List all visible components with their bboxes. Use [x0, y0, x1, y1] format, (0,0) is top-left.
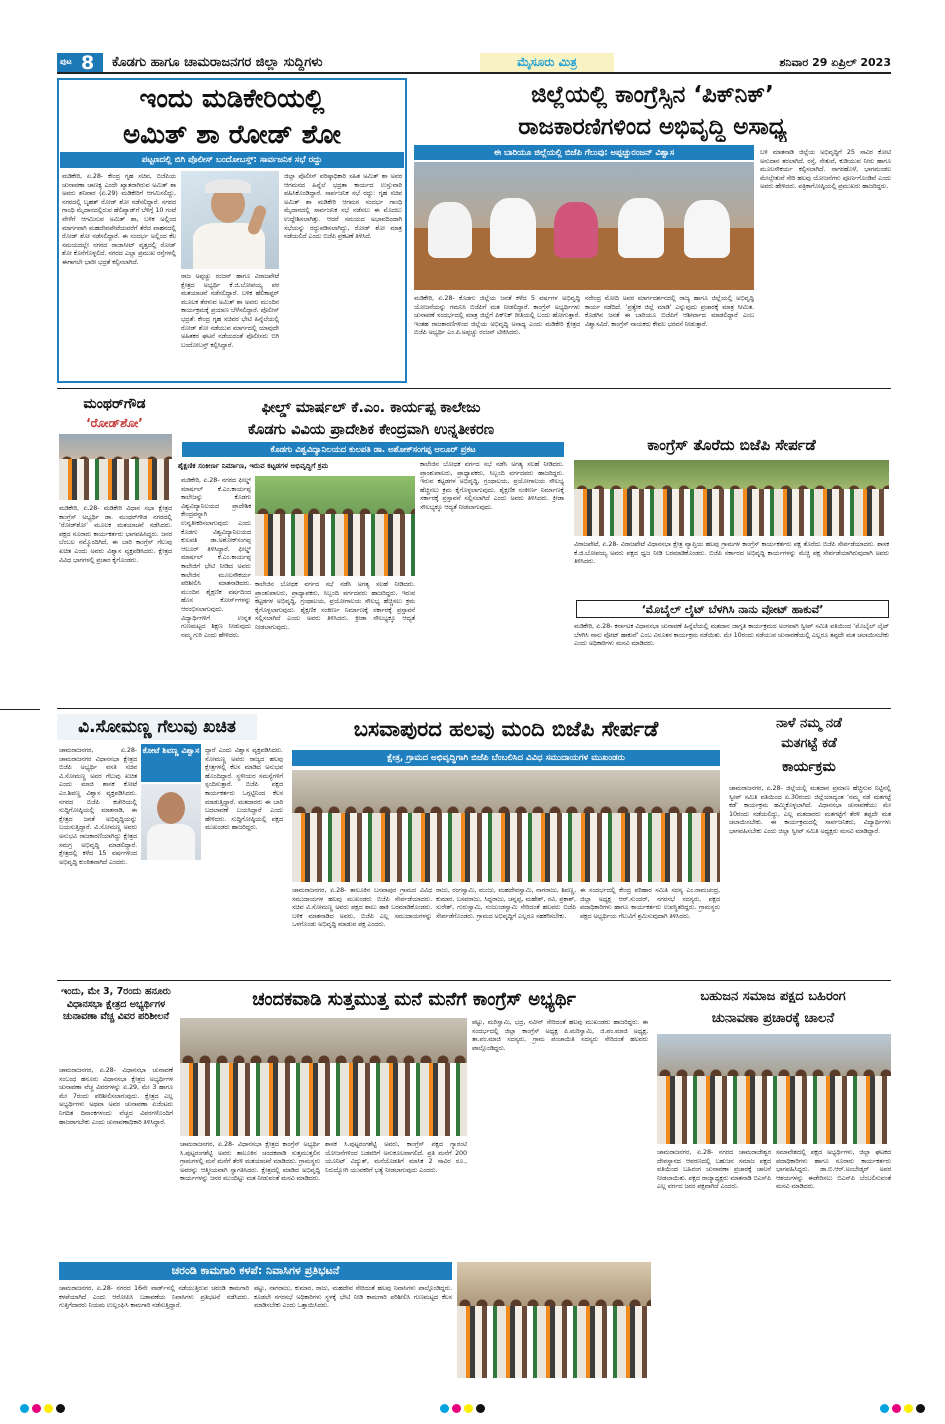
- cherandi-headline: ಚರಂಡಿ ಕಾಮಗಾರಿ ಕಳಪೆ: ನಿವಾಸಿಗಳ ಪ್ರತಿಭಟನೆ: [59, 1262, 452, 1280]
- registration-dot: [56, 1404, 65, 1413]
- registration-dot: [916, 1404, 925, 1413]
- college-col-1: ಮಡಿಕೇರಿ, ಏ.28- ನಗರದ ಫೀಲ್ಡ್ ಮಾರ್ಷಲ್ ಕೆ.ಎಂ.ಕಾರ್ಯಪ್ಪ ಕಾಲೇಜನ್ನು ಕೊಡಗು ವಿಶ್ವವಿದ್ಯಾನಿಲಯದ ಪ್ರಾದೇಶಿಕ ಕೇಂದ್ರವನ್ನಾಗಿ ಉನ್ನತೀಕರಿಸಲಾಗುವುದು ಎಂದು ಕೊಡಗು ವಿಶ್ವವಿದ್ಯಾನಿಲಯದ ಕುಲಪತಿ ಡಾ.ಅಶೋಕ್‌ಸಂಗಪ್ಪ ಆಲೂರ್ ತಿಳಿಸಿದ್ದಾರೆ. ಫೀಲ್ಡ್ ಮಾರ್ಷಲ್ ಕೆ.ಎಂ.ಕಾರ್ಯಪ್ಪ ಕಾಲೇಜಿಗೆ ಭೇಟಿ ನೀಡಿದ ಅವರು ಕಾಲೇಜಿನ ಮೂಲಸೌಕರ್ಯ ಪರಿಶೀಲಿಸಿ ಮಾತನಾಡಿದರು. ಮುಂದಿನ ಶೈಕ್ಷಣಿಕ ವರ್ಷದಿಂದ ಹೊಸ ಕೋರ್ಸ್‌ಗಳನ್ನು ಆರಂಭಿಸಲಾಗುವುದು. ವಿದ್ಯಾರ್ಥಿಗಳಿಗೆ ಉನ್ನತ ಗುಣಮಟ್ಟದ ಶಿಕ್ಷಣ ನೀಡುವುದು ನಮ್ಮ ಗುರಿ ಎಂದು ಹೇಳಿದರು.: [181, 476, 251, 639]
- chandakavadi-col-1: ಚಾಮರಾಜನಗರ, ಏ.28- ವಿಧಾನಸಭಾ ಕ್ಷೇತ್ರದ ಕಾಂಗ್ರೆಸ್ ಅಭ್ಯರ್ಥಿ ಸಿ.ಪುಟ್ಟರಂಗಶೆಟ್ಟಿ ಅವರು ತಾಲೂಕಿನ ಚಂದಕವಾಡಿ ಸುತ್ತಮುತ್ತಲಿನ ಗ್ರಾಮಗಳಲ್ಲಿ ಮನೆ ಮನೆಗೆ ತೆರಳಿ ಮತಯಾಚನೆ ಮಾಡಿದರು. ಗ್ರಾಮಸ್ಥರು ಅವರನ್ನು ಆತ್ಮೀಯವಾಗಿ ಸ್ವಾಗತಿಸಿದರು. ಕ್ಷೇತ್ರದಲ್ಲಿ ಮಾಡಿದ ಅಭಿವೃದ್ಧಿ ಕಾರ್ಯಗಳನ್ನು ಜನರ ಮುಂದಿಟ್ಟು ಮತ ನೀಡುವಂತೆ ಮನವಿ ಮಾಡಿದರು.: [180, 1140, 320, 1183]
- cong-bjp-headline: ಕಾಂಗ್ರೆಸ್ ತೊರೆದು ಬಿಜೆಪಿ ಸೇರ್ಪಡೆ: [647, 436, 816, 454]
- registration-dot: [32, 1404, 41, 1413]
- somanna-headline: ವಿ.ಸೋಮಣ್ಣ ಗೆಲುವು ಖಚಿತ: [57, 714, 257, 740]
- basavapura-col-1: ಚಾಮರಾಜನಗರ, ಏ.28- ತಾಲೂಕಿನ ಬಸವಾಪುರ ಗ್ರಾಮದ ವಿವಿಧ ಸಮುದಾಯಗಳ ಹಲವು ಮುಖಂಡರು ಬಿಜೆಪಿ ಸೇರ್ಪಡೆಯಾದರು. ಸಚಿವ ವಿ.ಸೋಮಣ್ಣ ಅವರು ಪಕ್ಷದ ಶಾಲು ಹಾಕಿ ಬರಮಾಡಿಕೊಂಡರು. ಬಳಿಕ ಮಾತನಾಡಿದ ಅವರು, ಬಿಜೆಪಿ ಎಲ್ಲ ಸಮುದಾಯಗಳನ್ನು ಒಳಗೊಂಡು ಅಭಿವೃದ್ಧಿ ಮಾಡುವ ಪಕ್ಷ ಎಂದರು.: [292, 886, 432, 929]
- registration-dot: [476, 1404, 485, 1413]
- nale-headline-1: ನಾಳೆ ನಮ್ಮ ನಡೆ: [776, 716, 842, 731]
- manthar-photo: [59, 434, 172, 500]
- paper-brand: ಮೈಸೂರು ಮಿತ್ರ: [480, 53, 614, 72]
- bsp-photo: [657, 1034, 891, 1144]
- nale-body: ಚಾಮರಾಜನಗರ, ಏ.28- ಜಿಲ್ಲೆಯಲ್ಲಿ ಮತದಾನ ಪ್ರಮಾಣ ಹೆಚ್ಚಿಸುವ ನಿಟ್ಟಿನಲ್ಲಿ ಸ್ವೀಪ್ ಸಮಿತಿ ವತಿಯಿಂದ ಏ.30ರಂದು ಜಿಲ್ಲೆಯಾದ್ಯಂತ ‘ನಮ್ಮ ನಡೆ ಮತಗಟ್ಟೆ ಕಡೆ’ ಕಾರ್ಯಕ್ರಮ ಹಮ್ಮಿಕೊಳ್ಳಲಾಗಿದೆ. ವಿಧಾನಸಭಾ ಚುನಾವಣೆಯು ಮೇ 10ರಂದು ನಡೆಯಲಿದ್ದು, ಎಲ್ಲ ಮತದಾರರು ಮತಗಟ್ಟೆಗೆ ತೆರಳಿ ತಪ್ಪದೇ ಮತ ಚಲಾಯಿಸಬೇಕು. ಈ ಕಾರ್ಯಕ್ರಮದಲ್ಲಿ ಸಾರ್ವಜನಿಕರು, ವಿದ್ಯಾರ್ಥಿಗಳು ಭಾಗವಹಿಸಬೇಕು ಎಂದು ಜಿಲ್ಲಾ ಸ್ವೀಪ್ ಸಮಿತಿ ಅಧ್ಯಕ್ಷರು ಮನವಿ ಮಾಡಿದ್ದಾರೆ.: [729, 784, 891, 835]
- basavapura-col-3: ಈ ಸಂದರ್ಭದಲ್ಲಿ ಕೇಂದ್ರ ಪರಿಹಾರ ಸಮಿತಿ ಸದಸ್ಯ ಎಂ.ರಾಮಚಂದ್ರ, ಜಿಲ್ಲಾ ಅಧ್ಯಕ್ಷ ಆರ್.ಸುಂದರ್, ನಗರಸಭೆ ಸದಸ್ಯರು, ಪಕ್ಷದ ಪದಾಧಿಕಾರಿಗಳು ಹಾಗೂ ಕಾರ್ಯಕರ್ತರು ಉಪಸ್ಥಿತರಿದ್ದರು. ಗ್ರಾಮಸ್ಥರು ಪಕ್ಷದ ಅಭ್ಯರ್ಥಿಯ ಗೆಲುವಿಗೆ ಶ್ರಮಿಸುವುದಾಗಿ ತಿಳಿಸಿದರು.: [580, 886, 720, 920]
- college-col-2: ಕಾಲೇಜಿನ ಬೋಧಕ ವರ್ಗದ ಸಭೆ ನಡೆಸಿ ಅಗತ್ಯ ಸಲಹೆ ನೀಡಿದರು. ಪ್ರಾಂಶುಪಾಲರು, ಪ್ರಾಧ್ಯಾಪಕರು, ಸಿಬ್ಬಂದಿ ವರ್ಗದವರು ಹಾಜರಿದ್ದರು. ಇರುವ ಕಟ್ಟಡಗಳ ಅಭಿವೃದ್ಧಿ, ಗ್ರಂಥಾಲಯ, ಪ್ರಯೋಗಾಲಯ ಸೌಲಭ್ಯ ಹೆಚ್ಚಿಸಲು ಕ್ರಮ ಕೈಗೊಳ್ಳಲಾಗುವುದು. ಶೈಕ್ಷಣಿಕ ಸಂಕೀರ್ಣ ನಿರ್ಮಾಣಕ್ಕೆ ಸರ್ಕಾರಕ್ಕೆ ಪ್ರಸ್ತಾವನೆ ಸಲ್ಲಿಸಲಾಗಿದೆ ಎಂದು ಅವರು ತಿಳಿಸಿದರು. ಕ್ರೀಡಾ ಸೌಲಭ್ಯಕ್ಕೂ ಆದ್ಯತೆ ನೀಡಲಾಗುವುದು.: [420, 460, 564, 511]
- basavapura-headline: ಬಸವಾಪುರದ ಹಲವು ಮಂದಿ ಬಿಜೆಪಿ ಸೇರ್ಪಡೆ: [353, 717, 659, 741]
- divider: [57, 708, 891, 709]
- college-col-1b: ಕಾಲೇಜಿನ ಬೋಧಕ ವರ್ಗದ ಸಭೆ ನಡೆಸಿ ಅಗತ್ಯ ಸಲಹೆ ನೀಡಿದರು. ಪ್ರಾಂಶುಪಾಲರು, ಪ್ರಾಧ್ಯಾಪಕರು, ಸಿಬ್ಬಂದಿ ವರ್ಗದವರು ಹಾಜರಿದ್ದರು. ಇರುವ ಕಟ್ಟಡಗಳ ಅಭಿವೃದ್ಧಿ, ಗ್ರಂಥಾಲಯ, ಪ್ರಯೋಗಾಲಯ ಸೌಲಭ್ಯ ಹೆಚ್ಚಿಸಲು ಕ್ರಮ ಕೈಗೊಳ್ಳಲಾಗುವುದು. ಶೈಕ್ಷಣಿಕ ಸಂಕೀರ್ಣ ನಿರ್ಮಾಣಕ್ಕೆ ಸರ್ಕಾರಕ್ಕೆ ಪ್ರಸ್ತಾವನೆ ಸಲ್ಲಿಸಲಾಗಿದೆ ಎಂದು ಅವರು ತಿಳಿಸಿದರು. ಕ್ರೀಡಾ ಸೌಲಭ್ಯಕ್ಕೂ ಆದ್ಯತೆ ನೀಡಲಾಗುವುದು.: [255, 580, 415, 631]
- amit-col-3: ಜಿಲ್ಲಾ ಪೊಲೀಸ್ ವರಿಷ್ಠಾಧಿಕಾರಿ ಸಹಿತ ಅಮಿತ್ ಶಾ ಅವರ ಆಗಮನದ ಹಿನ್ನೆಲೆ ಭದ್ರತಾ ಕಾರ್ಯದ ಉಸ್ತುವಾರಿ ವಹಿಸಿಕೊಂಡಿದ್ದಾರೆ. ಸಾರ್ವಜನಿಕ ಸಭೆ ರದ್ದು: ಗೃಹ ಸಚಿವ ಅಮಿತ್ ಶಾ ಮಡಿಕೇರಿ ಆಗಮನ ಸಂದರ್ಭ ಗಾಂಧಿ ಮೈದಾನದಲ್ಲಿ ಸಾರ್ವಜನಿಕ ಸಭೆ ನಡೆಸಲು ಈ ಮೊದಲು ಉದ್ದೇಶಿಸಲಾಗಿತ್ತು. ಆದರೆ ಸಮಯದ ಅಭಾವದಿಂದಾಗಿ ಸಭೆಯನ್ನು ರದ್ದುಪಡಿಸಲಾಗಿದ್ದು, ರೋಡ್ ಶೋ ಮಾತ್ರ ನಡೆಯಲಿದೆ ಎಂದು ಬಿಜೆಪಿ ಪ್ರಕಟಣೆ ತಿಳಿಸಿದೆ.: [284, 172, 402, 241]
- picnic-col-1: ಮಡಿಕೇರಿ, ಏ.28- ಕೊಡಗು ಜಿಲ್ಲೆಯ ಜನತೆ ಕಳೆದ 5 ವರ್ಷಗಳ ಅಭಿವೃದ್ಧಿ ಯೋಜನೆಯನ್ನು ಗಮನಿಸಿ ಬಿಜೆಪಿಗೆ ಮತ ನೀಡಲಿದ್ದಾರೆ. ಕಾಂಗ್ರೆಸ್ ಅಭ್ಯರ್ಥಿಗಳು ಚುನಾವಣೆ ಸಂದರ್ಭದಲ್ಲಿ ಮಾತ್ರ ಜಿಲ್ಲೆಗೆ ಪಿಕ್‌ನಿಕ್ ರೀತಿಯಲ್ಲಿ ಬಂದು ಹೋಗುತ್ತಾರೆ. ಇಂತಹ ರಾಜಕಾರಣಿಗಳಿಂದ ಜಿಲ್ಲೆಯ ಅಭಿವೃದ್ಧಿ ಅಸಾಧ್ಯ ಎಂದು ಮಡಿಕೇರಿ ಕ್ಷೇತ್ರದ ಬಿಜೆಪಿ ಅಭ್ಯರ್ಥಿ ಎಂ.ಪಿ.ಅಪ್ಪಚ್ಚು ರಂಜನ್ ಟೀಕಿಸಿದರು.: [414, 294, 580, 337]
- divider: [57, 388, 891, 389]
- basavapura-strap: ಕ್ಷೇತ್ರ, ಗ್ರಾಮದ ಅಭಿವೃದ್ಧಿಗಾಗಿ ಬಿಜೆಪಿ ಬೆಂಬಲಿಸಿದ ವಿವಿಧ ಸಮುದಾಯಗಳ ಮುಖಂಡರು: [292, 750, 720, 766]
- nale-headline-3: ಕಾರ್ಯಕ್ರಮ: [782, 759, 836, 775]
- chandakavadi-col-2: ಶಾಸಕ ಸಿ.ಪುಟ್ಟರಂಗಶೆಟ್ಟಿ ಅವರು, ಕಾಂಗ್ರೆಸ್ ಪಕ್ಷದ ಗ್ಯಾರಂಟಿ ಯೋಜನೆಗಳಿಂದ ಬಡವರಿಗೆ ಅನುಕೂಲವಾಗಲಿದೆ. ಪ್ರತಿ ಮನೆಗೆ 200 ಯೂನಿಟ್ ವಿದ್ಯುತ್, ಮನೆಯೊಡತಿಗೆ ಮಾಸಿಕ 2 ಸಾವಿರ ರೂ., ನಿರುದ್ಯೋಗಿ ಯುವಕರಿಗೆ ಭತ್ಯೆ ನೀಡಲಾಗುವುದು ಎಂದರು.: [325, 1140, 467, 1174]
- chandakavadi-photo: [180, 1018, 467, 1136]
- amit-col-1: ಮಡಿಕೇರಿ, ಏ.28- ಕೇಂದ್ರ ಗೃಹ ಸಚಿವ, ಬಿಜೆಪಿಯ ಚುನಾವಣಾ ಚಾಣಕ್ಯ ಎಂದೇ ಖ್ಯಾತರಾಗಿರುವ ಅಮಿತ್ ಶಾ ಅವರು ಶನಿವಾರ (ಏ.29) ಮಡಿಕೇರಿಗೆ ಆಗಮಿಸಲಿದ್ದು, ನಗರದಲ್ಲಿ ಬೃಹತ್ ರೋಡ್ ಶೋ ನಡೆಸಲಿದ್ದಾರೆ. ನಗರದ ಗಾಂಧಿ ಮೈದಾನದಲ್ಲಿರುವ ಹೆಲಿಪ್ಯಾಡ್‌ಗೆ ಬೆಳಿಗ್ಗೆ 10 ಗಂಟೆ ವೇಳೆಗೆ ಆಗಮಿಸುವ ಅಮಿತ್ ಶಾ, ಬಳಿಕ ಅಲ್ಲಿಂದ ಮಾರ್ಗವಾಗಿ ಮಹದೇವಪೇಟೆಯವರೆಗೆ ತೆರೆದ ವಾಹನದಲ್ಲಿ ರೋಡ್ ಶೋ ನಡೆಸಲಿದ್ದಾರೆ. ಈ ಸಂದರ್ಭ ಅಲ್ಲಿಂದ ಕೆಲ ಸಮಯದಲ್ಲೇ ನಗರದ ರಾಜಾಸೀಟ್ ವೃತ್ತದಲ್ಲಿ ರೋಡ್ ಶೋ ಕೊನೆಗೊಳ್ಳಲಿದೆ. ನಗರದ ಎಲ್ಲಾ ಪ್ರಮುಖ ರಸ್ತೆಗಳಲ್ಲಿ ಈಗಾಗಲೇ ಭಾರೀ ಭದ್ರತೆ ಕಲ್ಪಿಸಲಾಗಿದೆ.: [62, 172, 176, 266]
- cherandi-col-2: ಪಟ್ಟು, ನಾಗರಾಜು, ಕುಮಾರ, ರಾಜು, ಮಹದೇವ ಸೇರಿದಂತೆ ಹಲವು ನಿವಾಸಿಗಳು ಪಾಲ್ಗೊಂಡಿದ್ದರು. ಕೂಡಲೇ ನಗರಸಭೆ ಅಧಿಕಾರಿಗಳು ಸ್ಥಳಕ್ಕೆ ಭೇಟಿ ನೀಡಿ ಕಾಮಗಾರಿ ಪರಿಶೀಲಿಸಿ ಗುಣಮಟ್ಟದ ಕೆಲಸ ಮಾಡಿಸಬೇಕು ಎಂದು ಒತ್ತಾಯಿಸಿದರು.: [254, 1284, 452, 1310]
- college-kicker: ಶೈಕ್ಷಣಿಕ ಸಂಕೀರ್ಣ ನಿರ್ಮಾಣ, ಇರುವ ಕಟ್ಟಡಗಳ ಅಭಿವೃದ್ಧಿಗೆ ಕ್ರಮ: [178, 461, 329, 470]
- picnic-strap: ಈ ಬಾರಿಯೂ ಜಿಲ್ಲೆಯಲ್ಲಿ ಬಿಜೆಪಿ ಗೆಲುವು: ಅಪ್ಪಚ್ಚುರಂಜನ್ ವಿಶ್ವಾಸ: [414, 145, 754, 160]
- bsp-headline-2: ಚುನಾವಣಾ ಪ್ರಚಾರಕ್ಕೆ ಚಾಲನೆ: [711, 1011, 835, 1026]
- amit-col-2: ರಾಜ ಅಪ್ಪಚ್ಚು ರಂಜನ್ ಹಾಗೂ ವಿರಾಜಪೇಟೆ ಕ್ಷೇತ್ರದ ಅಭ್ಯರ್ಥಿ ಕೆ.ಜಿ.ಬೋಪಯ್ಯ ಪರ ಮತಯಾಚನೆ ನಡೆಸಲಿದ್ದಾರೆ. ಬಳಿಕ ಹೆಲಿಕಾಪ್ಟರ್ ಮೂಲಕ ತೆರಳುವ ಅಮಿತ್ ಶಾ ಅವರು ಮುಂದಿನ ಕಾರ್ಯಕ್ರಮಕ್ಕೆ ಪ್ರಯಾಣ ಬೆಳೆಸಲಿದ್ದಾರೆ. ಪೊಲೀಸ್ ಭದ್ರತೆ: ಕೇಂದ್ರ ಗೃಹ ಸಚಿವರ ಭೇಟಿ ಹಿನ್ನೆಲೆಯಲ್ಲಿ ರೋಡ್ ಶೋ ನಡೆಯುವ ಮಾರ್ಗದಲ್ಲಿ ಯಾವುದೇ ಅಹಿತಕರ ಘಟನೆ ನಡೆಯದಂತೆ ಪೊಲೀಸರು ಬಿಗಿ ಬಂದೋಬಸ್ತ್ ಕಲ್ಪಿಸಿದ್ದಾರೆ.: [181, 272, 279, 349]
- amit-headline-2: ಅಮಿತ್ ಶಾ ರೋಡ್ ಶೋ: [123, 120, 341, 150]
- basavapura-col-2: ರಾಜು, ರಂಗಸ್ವಾಮಿ, ಮಂಜು, ಮಹದೇವಸ್ವಾಮಿ, ನಾಗರಾಜು, ಶಿವಣ್ಣ, ಕುಮಾರ, ಬಸವರಾಜು, ಸಿದ್ದರಾಜು, ಚನ್ನಪ್ಪ, ಮಹೇಶ್, ರವಿ, ಪ್ರಕಾಶ್, ಸುರೇಶ್, ಗುರುಸ್ವಾಮಿ, ನಂಜುಂಡಸ್ವಾಮಿ ಸೇರಿದಂತೆ ಹಲವರು ಬಿಜೆಪಿ ಸೇರ್ಪಡೆಗೊಂಡರು. ಗ್ರಾಮದ ಅಭಿವೃದ್ಧಿಗೆ ಎಲ್ಲರೂ ಸಹಕರಿಸಬೇಕು.: [436, 886, 576, 920]
- margin-mark: [0, 709, 40, 710]
- bsp-col-2: ಸಮಾವೇಶದಲ್ಲಿ ಪಕ್ಷದ ಅಭ್ಯರ್ಥಿಗಳು, ಜಿಲ್ಲಾ ಘಟಕದ ಪದಾಧಿಕಾರಿಗಳು ಹಾಗೂ ನೂರಾರು ಕಾರ್ಯಕರ್ತರು ಭಾಗವಹಿಸಿದ್ದರು. ಡಾ.ಬಿ.ಆರ್.ಅಂಬೇಡ್ಕರ್ ಅವರ ಆಶಯಗಳನ್ನು ಈಡೇರಿಸಲು ಬಿಎಸ್‌ಪಿ ಬೆಂಬಲಿಸುವಂತೆ ಮನವಿ ಮಾಡಿದರು.: [776, 1148, 891, 1191]
- cherandi-col-1: ಚಾಮರಾಜನಗರ, ಏ.28- ನಗರದ 16ನೇ ವಾರ್ಡ್‌ನಲ್ಲಿ ನಡೆಯುತ್ತಿರುವ ಚರಂಡಿ ಕಾಮಗಾರಿ ಕಳಪೆಯಾಗಿದೆ ಎಂದು ಆರೋಪಿಸಿ ಬಡಾವಣೆಯ ನಿವಾಸಿಗಳು ಪ್ರತಿಭಟನೆ ನಡೆಸಿದರು. ಗುತ್ತಿಗೆದಾರರು ನಿಯಮ ಉಲ್ಲಂಘಿಸಿ ಕಾಮಗಾರಿ ನಡೆಸುತ್ತಿದ್ದಾರೆ.: [59, 1284, 249, 1310]
- page-number-box: [57, 53, 103, 72]
- registration-dot: [44, 1404, 53, 1413]
- picnic-headline-1: ಜಿಲ್ಲೆಯಲ್ಲಿ ಕಾಂಗ್ರೆಸ್ಸಿನ ‘ಪಿಕ್‌ನಿಕ್’: [531, 82, 774, 108]
- picnic-col-3: ಬಳಿ ಮಾತನಾಡಿ ಜಿಲ್ಲೆಯ ಅಭಿವೃದ್ಧಿಗೆ 25 ಸಾವಿರ ಕೋಟಿ ಅನುದಾನ ತರಲಾಗಿದೆ. ರಸ್ತೆ, ಸೇತುವೆ, ಕುಡಿಯುವ ನೀರು ಹಾಗೂ ಮೂಲಸೌಕರ್ಯ ಕಲ್ಪಿಸಲಾಗಿದೆ. ನಾಗರಹೊಳೆ, ಭಾಗಮಂಡಲ ಮೇಲ್ಸೇತುವೆ ಸೇರಿ ಹಲವು ಯೋಜನೆಗಳು ಪೂರ್ಣಗೊಂಡಿವೆ ಎಂದು ಅವರು ಹೇಳಿದರು. ಪತ್ರಿಕಾಗೋಷ್ಠಿಯಲ್ಲಿ ಪ್ರಮುಖರು ಹಾಜರಿದ್ದರು.: [760, 148, 891, 191]
- manthar-body: ಮಡಿಕೇರಿ, ಏ.28- ಮಡಿಕೇರಿ ವಿಧಾನ ಸಭಾ ಕ್ಷೇತ್ರದ ಕಾಂಗ್ರೆಸ್ ಅಭ್ಯರ್ಥಿ ಡಾ. ಮಂಥರ್‌ಗೌಡ ನಗರದಲ್ಲಿ ‘ರೋಡ್‌ಶೋ’ ಮೂಲಕ ಮತಯಾಚನೆ ನಡೆಸಿದರು. ಪಕ್ಷದ ನೂರಾರು ಕಾರ್ಯಕರ್ತರು ಭಾಗವಹಿಸಿದ್ದರು. ಜನರ ಬೆಂಬಲ ನಮ್ಮೊಂದಿಗಿದೆ, ಈ ಬಾರಿ ಕಾಂಗ್ರೆಸ್ ಗೆಲುವು ಖಚಿತ ಎಂದು ಅವರು ವಿಶ್ವಾಸ ವ್ಯಕ್ತಪಡಿಸಿದರು. ಕ್ಷೇತ್ರದ ವಿವಿಧ ಭಾಗಗಳಲ್ಲಿ ಪ್ರಚಾರ ಕೈಗೊಂಡರು.: [59, 504, 172, 564]
- registration-dot: [20, 1404, 29, 1413]
- indu-headline: ಇಂದು, ಮೇ 3, 7ರಂದು ಹನೂರು ವಿಧಾನಸಭಾ ಕ್ಷೇತ್ರದ ಅಭ್ಯರ್ಥಿಗಳ ಚುನಾವಣಾ ವೆಚ್ಚ ವಿವರ ಪರಿಶೀಲನೆ: [61, 986, 171, 1023]
- manthar-title: ಮಂಥರ್‌ಗೌಡ: [83, 396, 146, 412]
- shivanna-photo: [141, 784, 201, 860]
- registration-dot: [440, 1404, 449, 1413]
- page-number: 8: [81, 52, 95, 74]
- basavapura-photo: [292, 770, 720, 882]
- college-headline-2: ಕೊಡಗು ವಿವಿಯ ಪ್ರಾದೇಶಿಕ ಕೇಂದ್ರವಾಗಿ ಉನ್ನತೀಕರಣ: [248, 422, 494, 438]
- chandakavadi-col-3: ಪಟ್ಟು, ಮರಿಸ್ವಾಮಿ, ಭದ್ರ, ನವೀನ್ ಸೇರಿದಂತೆ ಹಲವು ಮುಖಂಡರು ಹಾಜರಿದ್ದರು. ಈ ಸಂದರ್ಭದಲ್ಲಿ ಜಿಲ್ಲಾ ಕಾಂಗ್ರೆಸ್ ಅಧ್ಯಕ್ಷ ಪಿ.ಮರಿಸ್ವಾಮಿ, ಜಿ.ಪಂ.ಮಾಜಿ ಅಧ್ಯಕ್ಷ, ತಾ.ಪಂ.ಮಾಜಿ ಸದಸ್ಯರು, ಗ್ರಾಮ ಪಂಚಾಯಿತಿ ಸದಸ್ಯರು ಸೇರಿದಂತೆ ಹಲವರು ಪಾಲ್ಗೊಂಡಿದ್ದರು.: [472, 1018, 648, 1052]
- bsp-headline-1: ಬಹುಜನ ಸಮಾಜ ಪಕ್ಷದ ಬಹಿರಂಗ: [700, 989, 846, 1004]
- college-strap: ಕೊಡಗು ವಿಶ್ವವಿದ್ಯಾನಿಲಯದ ಕುಲಪತಿ ಡಾ. ಅಶೋಕ್‌ಸಂಗಪ್ಪ ಆಲೂರ್ ಪ್ರಕಟ: [182, 442, 564, 457]
- registration-dot: [892, 1404, 901, 1413]
- manthar-sub: ‘ರೋಡ್‌ಶೋ’: [86, 416, 143, 430]
- cherandi-photo: [457, 1262, 651, 1378]
- cong-bjp-photo: [574, 460, 889, 536]
- chandakavadi-headline: ಚಂದಕವಾಡಿ ಸುತ್ತಮುತ್ತ ಮನೆ ಮನೆಗೆ ಕಾಂಗ್ರೆಸ್ ಅಭ್ಯರ್ಥಿ: [252, 989, 576, 1010]
- press-meet-photo: [414, 162, 754, 290]
- somanna-col-1: ಚಾಮರಾಜನಗರ, ಏ.28- ಚಾಮರಾಜನಗರ ವಿಧಾನಸಭಾ ಕ್ಷೇತ್ರದ ಬಿಜೆಪಿ ಅಭ್ಯರ್ಥಿ ವಸತಿ ಸಚಿವ ವಿ.ಸೋಮಣ್ಣ ಅವರ ಗೆಲುವು ಖಚಿತ ಎಂದು ಮಾಜಿ ಶಾಸಕ ಕೋಟೆ ಎಂ.ಶಿವಣ್ಣ ವಿಶ್ವಾಸ ವ್ಯಕ್ತಪಡಿಸಿದರು. ನಗರದ ಬಿಜೆಪಿ ಕಚೇರಿಯಲ್ಲಿ ಸುದ್ದಿಗೋಷ್ಠಿಯಲ್ಲಿ ಮಾತನಾಡಿ, ಈ ಕ್ಷೇತ್ರದ ಜನತೆ ಅಭಿವೃದ್ಧಿಯನ್ನು ಬಯಸುತ್ತಿದ್ದಾರೆ. ವಿ.ಸೋಮಣ್ಣ ಅವರು ಅನುಭವಿ ರಾಜಕಾರಣಿಯಾಗಿದ್ದು ಕ್ಷೇತ್ರದ ಸಮಗ್ರ ಅಭಿವೃದ್ಧಿ ಮಾಡಲಿದ್ದಾರೆ. ಕ್ಷೇತ್ರದಲ್ಲಿ ಕಳೆದ 15 ವರ್ಷಗಳಿಂದ ಅಭಿವೃದ್ಧಿ ಕುಂಠಿತವಾಗಿದೆ ಎಂದರು.: [59, 746, 137, 866]
- college-photo: [255, 476, 415, 576]
- bsp-col-1: ಚಾಮರಾಜನಗರ, ಏ.28- ನಗರದ ಚಾಮರಾಜೇಶ್ವರ ದೇವಸ್ಥಾನದ ಆವರಣದಲ್ಲಿ ಬಹುಜನ ಸಮಾಜ ಪಕ್ಷದ ವತಿಯಿಂದ ಬಹಿರಂಗ ಚುನಾವಣಾ ಪ್ರಚಾರಕ್ಕೆ ಚಾಲನೆ ನೀಡಲಾಯಿತು. ಪಕ್ಷದ ರಾಜ್ಯಾಧ್ಯಕ್ಷರು ಮಾತನಾಡಿ ಬಿಎಸ್‌ಪಿ ಎಲ್ಲ ವರ್ಗದ ಜನರ ಪಕ್ಷವಾಗಿದೆ ಎಂದರು.: [657, 1148, 771, 1191]
- registration-dot: [880, 1404, 889, 1413]
- somanna-col-2: ದ್ದಾರೆ ಎಂದು ವಿಶ್ವಾಸ ವ್ಯಕ್ತಪಡಿಸಿದರು. ಸೋಮಣ್ಣ ಅವರು ರಾಜ್ಯದ ಹಲವು ಕ್ಷೇತ್ರಗಳಲ್ಲಿ ಕೆಲಸ ಮಾಡಿದ ಅನುಭವ ಹೊಂದಿದ್ದಾರೆ. ಸ್ಥಳೀಯರ ಸಮಸ್ಯೆಗಳಿಗೆ ಸ್ಪಂದಿಸುತ್ತಾರೆ. ಬಿಜೆಪಿ ಪಕ್ಷದ ಕಾರ್ಯಕರ್ತರು ಒಗ್ಗಟ್ಟಿನಿಂದ ಕೆಲಸ ಮಾಡುತ್ತಿದ್ದಾರೆ. ಮತದಾರರು ಈ ಬಾರಿ ಬದಲಾವಣೆ ಬಯಸಿದ್ದಾರೆ ಎಂದು ಹೇಳಿದರು. ಸುದ್ದಿಗೋಷ್ಠಿಯಲ್ಲಿ ಪಕ್ಷದ ಮುಖಂಡರು ಹಾಜರಿದ್ದರು.: [205, 746, 283, 832]
- nale-headline-2: ಮತಗಟ್ಟೆ ಕಡೆ: [781, 736, 837, 751]
- divider: [57, 980, 891, 981]
- college-headline-1: ಫೀಲ್ಡ್ ಮಾರ್ಷಲ್ ಕೆ.ಎಂ. ಕಾರ್ಯಪ್ಪ ಕಾಲೇಜು: [261, 400, 481, 416]
- cong-bjp-body: ವಿರಾಜಪೇಟೆ, ಏ.28- ವಿರಾಜಪೇಟೆ ವಿಧಾನಸಭಾ ಕ್ಷೇತ್ರ ವ್ಯಾಪ್ತಿಯ ಹಲವು ಗ್ರಾಮಗಳ ಕಾಂಗ್ರೆಸ್ ಕಾರ್ಯಕರ್ತರು ಪಕ್ಷ ತೊರೆದು ಬಿಜೆಪಿ ಸೇರ್ಪಡೆಯಾದರು. ಶಾಸಕ ಕೆ.ಜಿ.ಬೋಪಯ್ಯ ಅವರು ಪಕ್ಷದ ಧ್ವಜ ನೀಡಿ ಬರಮಾಡಿಕೊಂಡರು. ಬಿಜೆಪಿ ಸರ್ಕಾರದ ಅಭಿವೃದ್ಧಿ ಕಾರ್ಯಗಳನ್ನು ಮೆಚ್ಚಿ ಪಕ್ಷ ಸೇರ್ಪಡೆಯಾಗಿರುವುದಾಗಿ ಅವರು ತಿಳಿಸಿದರು.: [574, 540, 889, 566]
- page-label: ಪುಟ: [60, 57, 72, 66]
- picnic-col-2: ನರೇಂದ್ರ ಮೋದಿ ಅವರ ಮಾರ್ಗದರ್ಶನದಲ್ಲಿ ರಾಜ್ಯ ಹಾಗೂ ಜಿಲ್ಲೆಯಲ್ಲಿ ಅಭಿವೃದ್ಧಿ ಕಾರ್ಯ ನಡೆದಿದೆ. ‘ಪ್ರತ್ಯೇಕ ಜಿಲ್ಲೆ ಮಾಡಿ’ ಎನ್ನುವುದು ಪ್ರಚಾರಕ್ಕೆ ಮಾತ್ರ ಸೀಮಿತ. ಕೊಡಗಿನ ಜನತೆ ಈ ಬಾರಿಯೂ ಬಿಜೆಪಿಗೆ ಆಶೀರ್ವಾದ ಮಾಡಲಿದ್ದಾರೆ ಎಂಬ ವಿಶ್ವಾಸವಿದೆ. ಕಾಂಗ್ರೆಸ್ ನಾಯಕರು ಕೇವಲ ಭರವಸೆ ನೀಡುತ್ತಾರೆ.: [585, 294, 754, 328]
- amit-shah-photo: [181, 171, 279, 269]
- mobile-body: ಮಡಿಕೇರಿ, ಏ.28- ಕರ್ನಾಟಕ ವಿಧಾನಸಭಾ ಚುನಾವಣೆ ಹಿನ್ನೆಲೆಯಲ್ಲಿ ಮತದಾನ ಜಾಗೃತಿ ಕಾರ್ಯಕ್ರಮದ ಅಂಗವಾಗಿ ಸ್ವೀಪ್ ಸಮಿತಿ ವತಿಯಿಂದ ‘ಮೊಬೈಲ್ ಲೈಟ್ ಬೆಳಗಿಸಿ ನಾನು ವೋಟ್ ಹಾಕುವೆ’ ಎಂಬ ವಿನೂತನ ಕಾರ್ಯಕ್ರಮ ನಡೆಯಿತು. ಮೇ 10ರಂದು ನಡೆಯುವ ಚುನಾವಣೆಯಲ್ಲಿ ಎಲ್ಲರೂ ತಪ್ಪದೇ ಮತ ಚಲಾಯಿಸಬೇಕು ಎಂದು ಅಧಿಕಾರಿಗಳು ಮನವಿ ಮಾಡಿದರು.: [574, 622, 889, 648]
- registration-dot: [464, 1404, 473, 1413]
- section-title: ಕೊಡಗು ಹಾಗೂ ಚಾಮರಾಜನಗರ ಜಿಲ್ಲಾ ಸುದ್ದಿಗಳು: [112, 55, 323, 70]
- amit-headline-1: ಇಂದು ಮಡಿಕೇರಿಯಲ್ಲಿ: [139, 84, 325, 114]
- registration-dot: [452, 1404, 461, 1413]
- picnic-headline-2: ರಾಜಕಾರಣಿಗಳಿಂದ ಅಭಿವೃದ್ಧಿ ಅಸಾಧ್ಯ: [518, 114, 787, 140]
- registration-dot: [904, 1404, 913, 1413]
- mobile-headline: ‘ಮೊಬೈಲ್ ಲೈಟ್ ಬೆಳಗಿಸಿ ನಾನು ವೋಟ್ ಹಾಕುವೆ’: [576, 600, 889, 618]
- somanna-badge: ಕೋಟೆ ಶಿವಣ್ಣ ವಿಶ್ವಾಸ: [141, 744, 201, 782]
- amit-strap: ಪಟ್ಟಣದಲ್ಲಿ ಬಿಗಿ ಪೊಲೀಸ್ ಬಂದೋಬಸ್ತ್: ಸಾರ್ವಜನಿಕ ಸಭೆ ರದ್ದು: [60, 152, 404, 168]
- indu-body: ಚಾಮರಾಜನಗರ, ಏ.28- ವಿಧಾನಸಭಾ ಚುನಾವಣೆ ಸಂಬಂಧ ಹನೂರು ವಿಧಾನಸಭಾ ಕ್ಷೇತ್ರದ ಅಭ್ಯರ್ಥಿಗಳ ಚುನಾವಣಾ ವೆಚ್ಚ ವಿವರಗಳನ್ನು ಏ.29, ಮೇ 3 ಹಾಗೂ ಮೇ 7ರಂದು ಪರಿಶೀಲಿಸಲಾಗುವುದು. ಕ್ಷೇತ್ರದ ಎಲ್ಲ ಅಭ್ಯರ್ಥಿಗಳು ಅಥವಾ ಅವರ ಚುನಾವಣಾ ಏಜೆಂಟರು ನಿಗದಿತ ದಿನಾಂಕಗಳಂದು ವೆಚ್ಚದ ವಿವರಗಳೊಂದಿಗೆ ಹಾಜರಾಗಬೇಕು ಎಂದು ಚುನಾವಣಾಧಿಕಾರಿ ತಿಳಿಸಿದ್ದಾರೆ.: [59, 1066, 173, 1126]
- issue-date: ಶನಿವಾರ 29 ಏಪ್ರಿಲ್ 2023: [779, 56, 891, 69]
